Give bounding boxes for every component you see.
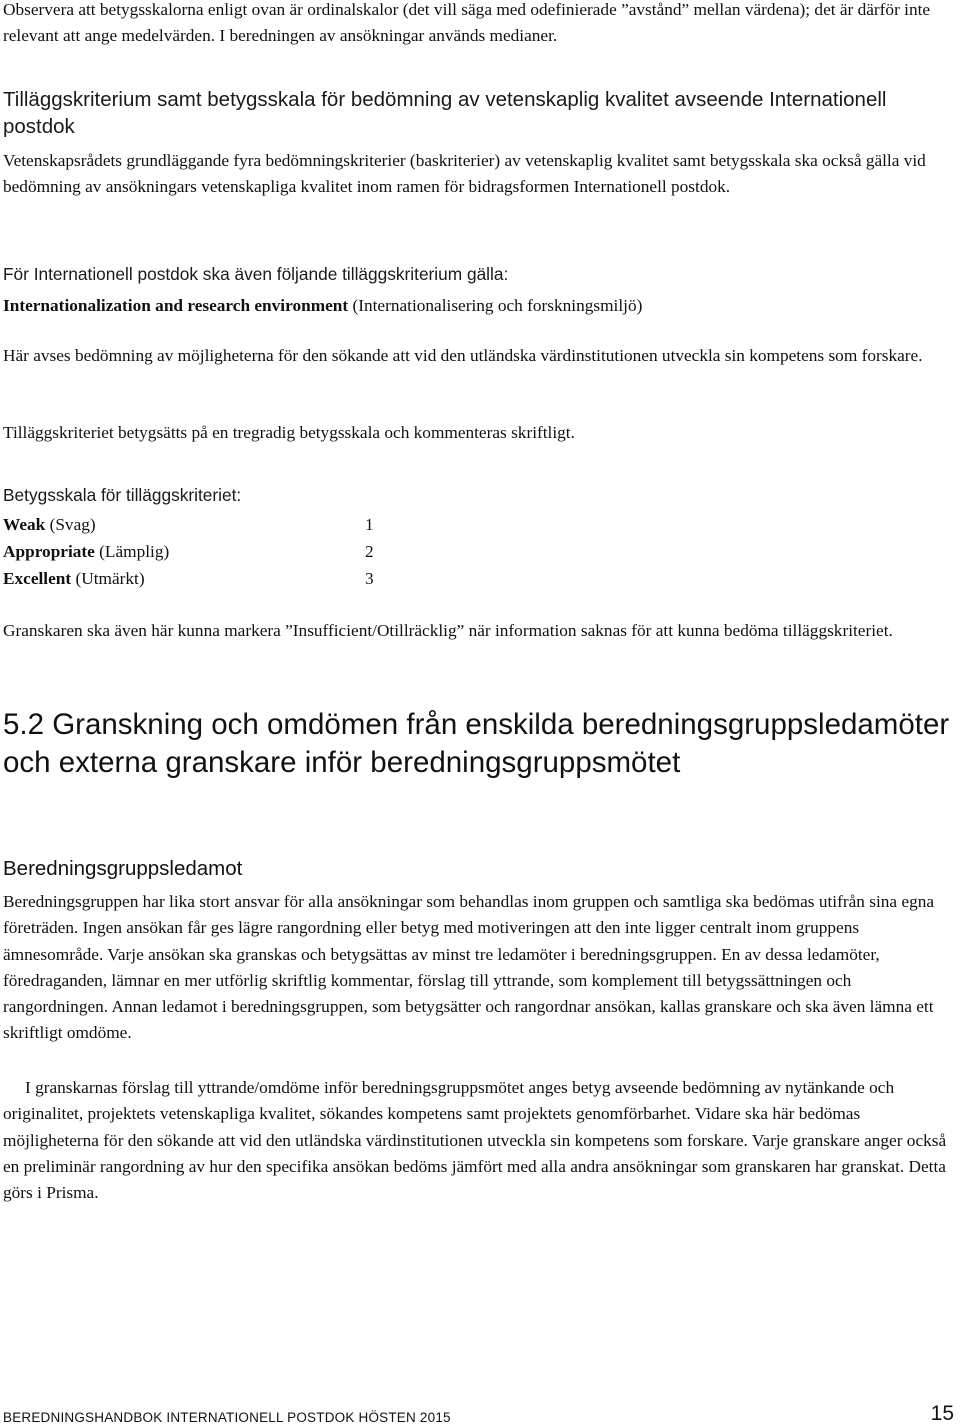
assessment-paragraph: Här avses bedömning av möjligheterna för den sökande att vid den utländska värdinstitutionen utveckla sin kompetens som forskare. [3,346,923,365]
scale-label-bold: Excellent [3,569,72,588]
page-footer [3,1404,954,1428]
scale-score: 1 [365,515,374,534]
scale-score: 2 [365,542,374,561]
scale-label-translation: (Svag) [45,515,96,534]
criterion-title-translation: (Internationalisering och forskningsmiljö) [348,296,643,315]
scale-label-translation: (Utmärkt) [71,569,145,588]
scale-row-weak [3,512,403,538]
additional-criterion-heading: Tilläggskriterium samt betygsskala för bedömning av vetenskaplig kvalitet avseende Internationell postdok [3,88,887,138]
committee-paragraph-2-text: I granskarnas förslag till yttrande/omdöme inför beredningsgruppsmötet anges betyg avseende bedömning av nytänkande och originalitet, projektets vetenskapliga kvalitet, sökandes kompetens samt projektets genomförbarhet. Vidare ska här bedömas möjligheterna för den sökande att vid den utländska värdinstitutionen utveckla sin kompetens som forskare. Varje granskare anger också en preliminär rangordning av hur den specifika ansökan bedöms jämfört med alla andra ansökningar som granskaren har granskat. Detta görs i Prisma. [3,1078,947,1203]
section-5-2-subheading: Beredningsgruppsledamot [3,857,243,880]
committee-paragraph-2 [3,1075,956,1206]
scale-label-bold: Weak [3,515,46,534]
page-number: 15 [930,1402,954,1425]
scale-label-bold: Appropriate [3,542,95,561]
scale-heading: Betygsskala för tilläggskriteriet: [3,485,242,505]
scale-row-excellent [3,566,403,592]
footer-title: BEREDNINGSHANDBOK INTERNATIONELL POSTDOK HÖSTEN 2015 [3,1410,451,1425]
scale-score: 3 [365,569,374,588]
intro-paragraph: Observera att betygsskalorna enligt ovan är ordinalskalor (det vill säga med odefinierade ”avstånd” mellan värdena); det är därför inte relevant att ange medelvärden. I beredningen av ansökningar används medianer. [3,0,931,46]
scale-label-translation: (Lämplig) [94,542,170,561]
grading-paragraph: Tilläggskriteriet betygsätts på en tregradig betygsskala och kommenteras skriftligt. [3,423,575,442]
insufficient-note: Granskaren ska även här kunna markera ”Insufficient/Otillräcklig” när information saknas för att kunna bedöma tilläggskriteriet. [3,621,893,640]
scale-row-appropriate [3,539,403,565]
basic-criteria-paragraph: Vetenskapsrådets grundläggande fyra bedömningskriterier (baskriterier) av vetenskaplig kvalitet samt betygsskala ska också gälla vid bedömning av ansökningars vetenskapliga kvalitet inom ramen för bidragsformen Internationell postdok. [3,151,926,197]
additional-criterion-lead: För Internationell postdok ska även följande tilläggskriterium gälla: [3,264,509,284]
criterion-title [3,293,956,319]
section-5-2-heading: 5.2 Granskning och omdömen från enskilda beredningsgruppsledamöter och externa granskare inför beredningsgruppsmötet [3,708,950,779]
committee-paragraph-1: Beredningsgruppen har lika stort ansvar för alla ansökningar som behandlas inom gruppen och samtliga ska bedömas utifrån sina egna företräden. Ingen ansökan får ges lägre rangordning eller betyg med motiveringen att den inte ligger centralt inom gruppens ämnesområde. Varje ansökan ska granskas och betygsättas av minst tre ledamöter i beredningsgruppen. En av dessa ledamöter, föredraganden, lämnar en mer utförlig skriftlig kommentar, förslag till yttrande, som komplement till betygssättningen och rangordningen. Annan ledamot i beredningsgruppen, som betygsätter och rangordnar ansökan, kallas granskare och ska även lämna ett skriftligt omdöme. [3,892,935,1043]
criterion-title-bold: Internationalization and research environment [3,296,349,315]
